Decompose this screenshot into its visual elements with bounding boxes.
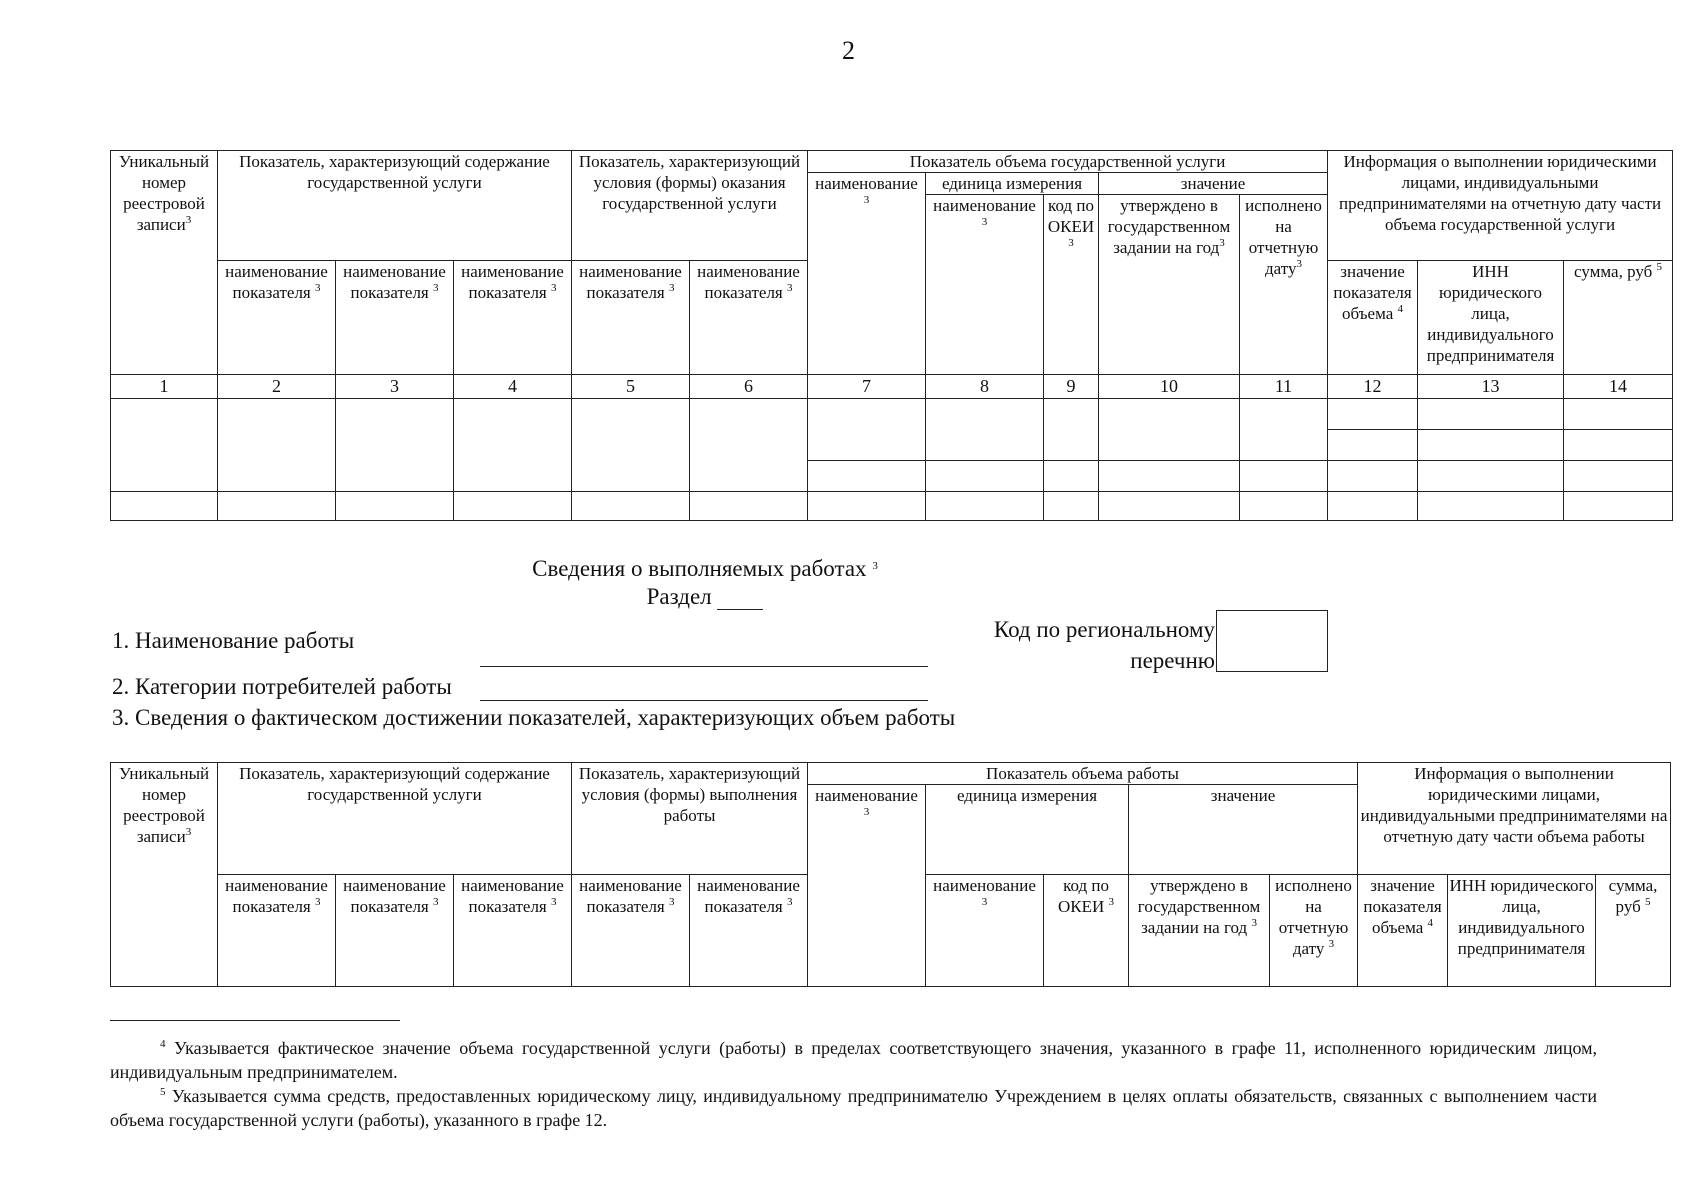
section-label: Раздел — [0, 584, 1410, 610]
data-cell — [1044, 461, 1099, 492]
data-cell — [1418, 399, 1564, 430]
column-number: 1 — [111, 375, 218, 399]
header-indicator-name: наименование показателя $^3$ — [690, 261, 808, 375]
column-number: 6 — [690, 375, 808, 399]
header-info-legal-entities: Информация о выполнении юридическими лицами, индивидуальными предпринимателями на отчетную дату части объема государственной услуги — [1328, 151, 1673, 261]
data-cell — [1099, 492, 1240, 521]
data-cell — [336, 492, 454, 521]
data-cell — [1328, 461, 1418, 492]
column-number: 14 — [1564, 375, 1673, 399]
column-number: 11 — [1240, 375, 1328, 399]
header-volume-name: наименование $^3$ — [808, 173, 926, 375]
work-name-fill-line[interactable] — [480, 666, 928, 667]
data-cell — [1564, 430, 1673, 461]
header-indicator-name: наименование показателя $^3$ — [454, 261, 572, 375]
data-cell — [572, 492, 690, 521]
facts-label: 3. Сведения о фактическом достижении показателей, характеризующих объем работы — [112, 705, 956, 730]
data-cell — [111, 492, 218, 521]
column-number: 9 — [1044, 375, 1099, 399]
header-indicator-name: наименование показателя $^3$ — [690, 875, 808, 987]
header-unique-number: Уникальный номер реестровой записи$^3$ — [111, 763, 218, 987]
column-number: 10 — [1099, 375, 1240, 399]
footnote-separator — [110, 1020, 400, 1021]
data-cell — [1240, 399, 1328, 461]
data-cell — [1240, 461, 1328, 492]
footnote-4: $^4$ Указывается фактическое значение объема государственной услуги (работы) в пределах соответствующего значения, указанного в графе 11, исполненного юридическим лицом, индивидуальным предпринимателем. — [110, 1038, 1598, 1082]
data-cell — [808, 399, 926, 461]
header-inn: ИНН юридического лица, индивидуального предпринимателя — [1448, 875, 1596, 987]
works-section-title: Сведения о выполняемых работах $^3$ — [532, 556, 878, 581]
data-cell — [1328, 399, 1418, 430]
regional-list-code-label: Код по региональному перечню — [993, 617, 1215, 673]
section-number-blank[interactable] — [717, 587, 763, 610]
header-sum: сумма, руб $^5$ — [1596, 875, 1671, 987]
works-volume-table — [110, 762, 1671, 987]
data-cell — [1328, 430, 1418, 461]
data-cell — [1099, 399, 1240, 461]
header-indicator-name: наименование показателя $^3$ — [336, 261, 454, 375]
header-unit: единица измерения — [926, 785, 1129, 875]
data-cell — [926, 492, 1044, 521]
data-cell — [1044, 492, 1099, 521]
data-cell — [1418, 492, 1564, 521]
data-cell — [926, 399, 1044, 461]
header-done-value: исполнено на отчетную дату $^3$ — [1270, 875, 1358, 987]
header-conditions-indicator: Показатель, характеризующий условия (формы) выполнения работы — [572, 763, 808, 875]
services-volume-table — [110, 150, 1673, 521]
header-unit-name: наименование $^3$ — [926, 875, 1044, 987]
header-indicator-name: наименование показателя $^3$ — [572, 875, 690, 987]
header-okei-code: код по ОКЕИ $^3$ — [1044, 875, 1129, 987]
data-cell — [808, 492, 926, 521]
data-cell — [690, 399, 808, 492]
column-number: 3 — [336, 375, 454, 399]
header-approved-value: утверждено в государственном задании на год $^3$ — [1129, 875, 1270, 987]
data-cell — [1564, 492, 1673, 521]
column-number: 2 — [218, 375, 336, 399]
header-sum: сумма, руб $^5$ — [1564, 261, 1673, 375]
header-content-indicator: Показатель, характеризующий содержание государственной услуги — [218, 763, 572, 875]
column-number: 5 — [572, 375, 690, 399]
column-number: 8 — [926, 375, 1044, 399]
data-cell — [926, 461, 1044, 492]
consumers-label: 2. Категории потребителей работы — [112, 674, 452, 699]
header-indicator-name: наименование показателя $^3$ — [454, 875, 572, 987]
data-cell — [690, 492, 808, 521]
regional-list-code-box[interactable] — [1216, 610, 1328, 672]
header-value: значение — [1129, 785, 1358, 875]
data-cell — [1418, 430, 1564, 461]
data-cell — [218, 399, 336, 492]
data-cell — [1044, 399, 1099, 461]
data-cell — [808, 461, 926, 492]
header-unit: единица измерения — [926, 173, 1099, 195]
data-cell — [572, 399, 690, 492]
column-number: 12 — [1328, 375, 1418, 399]
column-number: 13 — [1418, 375, 1564, 399]
data-cell — [454, 492, 572, 521]
header-indicator-name: наименование показателя $^3$ — [218, 875, 336, 987]
header-okei-code: код по ОКЕИ $^3$ — [1044, 195, 1099, 375]
header-indicator-name: наименование показателя $^3$ — [336, 875, 454, 987]
header-value: значение — [1099, 173, 1328, 195]
header-volume-value: значение показателя объема $^4$ — [1328, 261, 1418, 375]
header-unit-name: наименование $^3$ — [926, 195, 1044, 375]
footnote-5: $^5$ Указывается сумма средств, предоставленных юридическому лицу, индивидуальному предпринимателю Учреждением в целях оплаты обязательств, связанных с выполнением части объема государственной услуги (работы), указанного в графе 12. — [110, 1086, 1597, 1130]
header-volume-indicator: Показатель объема государственной услуги — [808, 151, 1328, 173]
consumers-fill-line[interactable] — [480, 700, 928, 701]
data-cell — [1099, 461, 1240, 492]
header-inn: ИНН юридического лица, индивидуального предпринимателя — [1418, 261, 1564, 375]
page-number: 2 — [842, 36, 855, 65]
data-cell — [218, 492, 336, 521]
header-done-value: исполнено на отчетную дату$^3$ — [1240, 195, 1328, 375]
data-cell — [336, 399, 454, 492]
header-indicator-name: наименование показателя $^3$ — [218, 261, 336, 375]
header-content-indicator: Показатель, характеризующий содержание государственной услуги — [218, 151, 572, 261]
header-volume-name: наименование $^3$ — [808, 785, 926, 987]
header-conditions-indicator: Показатель, характеризующий условия (формы) оказания государственной услуги — [572, 151, 808, 261]
header-volume-indicator: Показатель объема работы — [808, 763, 1358, 785]
header-approved-value: утверждено в государственном задании на год$^3$ — [1099, 195, 1240, 375]
data-cell — [1564, 399, 1673, 430]
header-info-legal-entities: Информация о выполнении юридическими лицами, индивидуальными предпринимателями на отчетную дату части объема работы — [1358, 763, 1671, 875]
column-number: 4 — [454, 375, 572, 399]
header-indicator-name: наименование показателя $^3$ — [572, 261, 690, 375]
data-cell — [1564, 461, 1673, 492]
data-cell — [1240, 492, 1328, 521]
data-cell — [454, 399, 572, 492]
data-cell — [1328, 492, 1418, 521]
data-cell — [1418, 461, 1564, 492]
column-number: 7 — [808, 375, 926, 399]
header-volume-value: значение показателя объема $^4$ — [1358, 875, 1448, 987]
header-unique-number: Уникальный номер реестровой записи$^3$ — [111, 151, 218, 375]
data-cell — [111, 399, 218, 492]
work-name-label: 1. Наименование работы — [112, 628, 355, 653]
